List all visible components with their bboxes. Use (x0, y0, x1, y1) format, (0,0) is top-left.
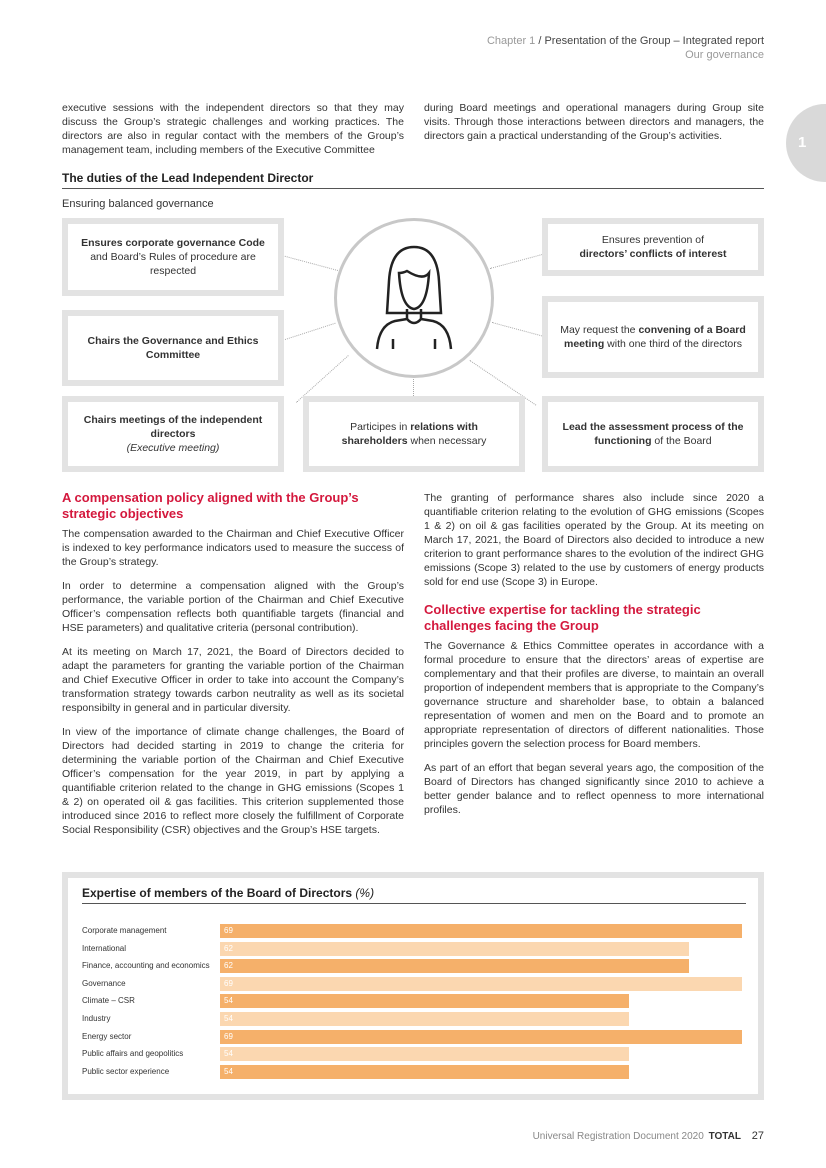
chart-row (82, 1030, 746, 1044)
intro-right-text: during Board meetings and operational managers during Group site visits. Through those interactions between directors and managers, the directors gain a practical understanding of the Group’s activities. (424, 102, 764, 142)
connector-line (282, 323, 336, 341)
paragraph: As part of an effort that began several years ago, the composition of the Board of Directors has changed significantly since 2010 to achieve a better gender balance and to reflect openness to more international profiles. (424, 762, 764, 816)
chart-row (82, 1065, 746, 1079)
duty-text: May request the (560, 324, 639, 336)
paragraph: The compensation awarded to the Chairman and Chief Executive Officer is indexed to key performance indicators used to measure the success of the Group’s strategy. (62, 528, 404, 568)
header-separator: / (535, 35, 545, 47)
bar-value: 69 (224, 978, 233, 988)
duty-text: with one third of the directors (604, 338, 742, 350)
bar-value: 62 (224, 961, 233, 971)
paragraph: At its meeting on March 17, 2021, the Board of Directors decided to adapt the parameters for granting the variable portion of the Chairman and Chief Executive Officer in order to take into account the Company’s transformation strategy towards carbon neutrality as well as its societal responsibilty in general and in particular diversity. (62, 646, 404, 714)
connector-line (282, 255, 338, 271)
chapter-tab-number: 1 (798, 134, 807, 151)
compensation-heading: A compensation policy aligned with the Group’s strategic objectives (62, 490, 359, 521)
bar (220, 1030, 742, 1044)
duty-box-shareholders (303, 396, 525, 472)
bar (220, 924, 742, 938)
director-portrait (334, 218, 494, 378)
bar-value: 62 (224, 943, 233, 953)
duty-bold-text: relations with shareholders (341, 421, 478, 447)
footer-brand: TOTAL (708, 1131, 741, 1142)
bar-value: 69 (224, 1031, 233, 1041)
compensation-text (62, 527, 404, 847)
duty-box-governance-code (62, 218, 284, 296)
running-header (487, 34, 764, 62)
chapter-tab[interactable] (786, 104, 826, 182)
performance-shares-text: The granting of performance shares also include since 2020 a quantifiable criterion relating to the evolution of GHG emissions (Scopes 1 & 2) on oil & gas facilities operated by the Group. At its meeting on March 17, 2021, the Board of Directors also decided to introduce a new criterion to grant performance shares to the evolution of the indirect GHG emissions (Scope 3) related to the use by customers of energy products sold for end use (Scope 3) in Europe. (424, 492, 764, 588)
duty-box-independent-meetings (62, 396, 284, 472)
chart-row (82, 959, 746, 973)
bar (220, 994, 629, 1008)
duty-box-ethics-committee (62, 310, 284, 386)
bar-label: Climate – CSR (82, 996, 135, 1006)
bar-label: Governance (82, 978, 126, 988)
chart-row (82, 924, 746, 938)
bar-value: 54 (224, 1066, 233, 1076)
duty-box-assessment (542, 396, 764, 472)
bar-label: International (82, 943, 127, 953)
chart-unit: (%) (355, 886, 375, 900)
chart-row (82, 942, 746, 956)
bar-value: 54 (224, 996, 233, 1006)
footer (533, 1130, 764, 1142)
expertise-text (424, 639, 764, 827)
bar-label: Industry (82, 1014, 111, 1023)
bar-value: 54 (224, 1049, 233, 1059)
chart-title (82, 886, 746, 904)
footer-doc-title: Universal Registration Document 2020 (532, 1131, 704, 1142)
section-subtitle: Our governance (685, 49, 764, 61)
bar (220, 942, 689, 956)
bar (220, 1047, 629, 1061)
bar-value: 69 (224, 926, 233, 935)
duty-box-convening (542, 296, 764, 378)
connector-line (490, 254, 544, 269)
duty-text: and Board’s Rules of procedure are respected (90, 251, 256, 277)
chart-row (82, 977, 746, 991)
duty-bold-text: Chairs meetings of the independent directors (83, 414, 263, 440)
woman-icon (337, 221, 491, 375)
expertise-heading: Collective expertise for tackling the strategic challenges facing the Group (424, 602, 701, 633)
paragraph: The Governance & Ethics Committee operates in accordance with a formal procedure to ensure that the directors’ areas of expertise are complementary and that their profiles are diverse, to maintain an overall proportion of independent members that is appropriate to the Company’s governance structure and shareholder base, to obtain a balanced representation of women and men on the Board and to promote an appropriate representation of directors of different nationalities. Those principles govern the selection process for Board members. (424, 640, 764, 750)
chapter-label: Chapter 1 (486, 35, 536, 47)
duty-text: when necessary (407, 435, 487, 447)
chart-title-text: Expertise of members of the Board of Directors (82, 886, 353, 900)
bar-label: Public sector experience (82, 1066, 170, 1076)
duty-italic-text: (Executive meeting) (126, 442, 220, 454)
duty-bold-text: Chairs the Governance and Ethics Committee (87, 335, 259, 361)
duty-bold-text: Ensures corporate governance Code (81, 237, 265, 249)
duties-title: The duties of the Lead Independent Director (62, 171, 764, 189)
connector-line (492, 322, 544, 337)
duty-text: Participes in (350, 421, 411, 433)
duty-text: Ensures prevention of (601, 234, 705, 246)
expertise-chart-panel (62, 872, 764, 1100)
duty-bold-text: Lead the assessment process of the functioning (562, 421, 744, 447)
bar-label: Energy sector (82, 1031, 132, 1041)
bar (220, 977, 742, 991)
paragraph: In order to determine a compensation aligned with the Group’s performance, the variable portion of the Chairman and Chief Executive Officer’s compensation reflects both quantifiable targets (financial and HSE parameters) and qualitative criteria (personal contribution). (62, 580, 404, 634)
chart-row (82, 994, 746, 1008)
duty-bold-text: directors’ conflicts of interest (579, 248, 727, 260)
bar (220, 1065, 629, 1079)
chapter-title: Presentation of the Group – Integrated report (544, 35, 764, 47)
bar-value: 54 (224, 1014, 233, 1023)
chart-row (82, 1047, 746, 1061)
duties-subtitle: Ensuring balanced governance (62, 198, 214, 210)
duty-text: of the Board (651, 435, 712, 447)
chart-row (82, 1012, 746, 1026)
bar (220, 959, 689, 973)
paragraph: In view of the importance of climate change challenges, the Board of Directors had decided starting in 2019 to change the criteria for determining the variable portion of the Chairman and Chief Executive Officer’s compensation for the year 2019, in part by applying a quantifiable criterion related to the change in GHG emissions (Scopes 1 & 2) on operated oil & gas facilities. This criterion supplemented those introduced since 2016 to reflect more closely the fulfillment of Corporate Social Responsibility (CSR) objectives and the Group’s HSE targets. (62, 726, 404, 836)
bar-label: Public affairs and geopolitics (82, 1049, 184, 1059)
bar-label: Finance, accounting and economics (82, 961, 210, 971)
page-number: 27 (751, 1130, 764, 1142)
intro-left-text: executive sessions with the independent directors so that they may discuss the Group’s strategic challenges and working practices. The directors are also in regular contact with the members of the Group’s management team, including members of the Executive Committee (62, 102, 404, 156)
duty-box-conflicts (542, 218, 764, 276)
duty-bold-text: convening of a Board meeting (563, 324, 746, 350)
bar-label: Corporate management (82, 926, 167, 935)
bar (220, 1012, 629, 1026)
